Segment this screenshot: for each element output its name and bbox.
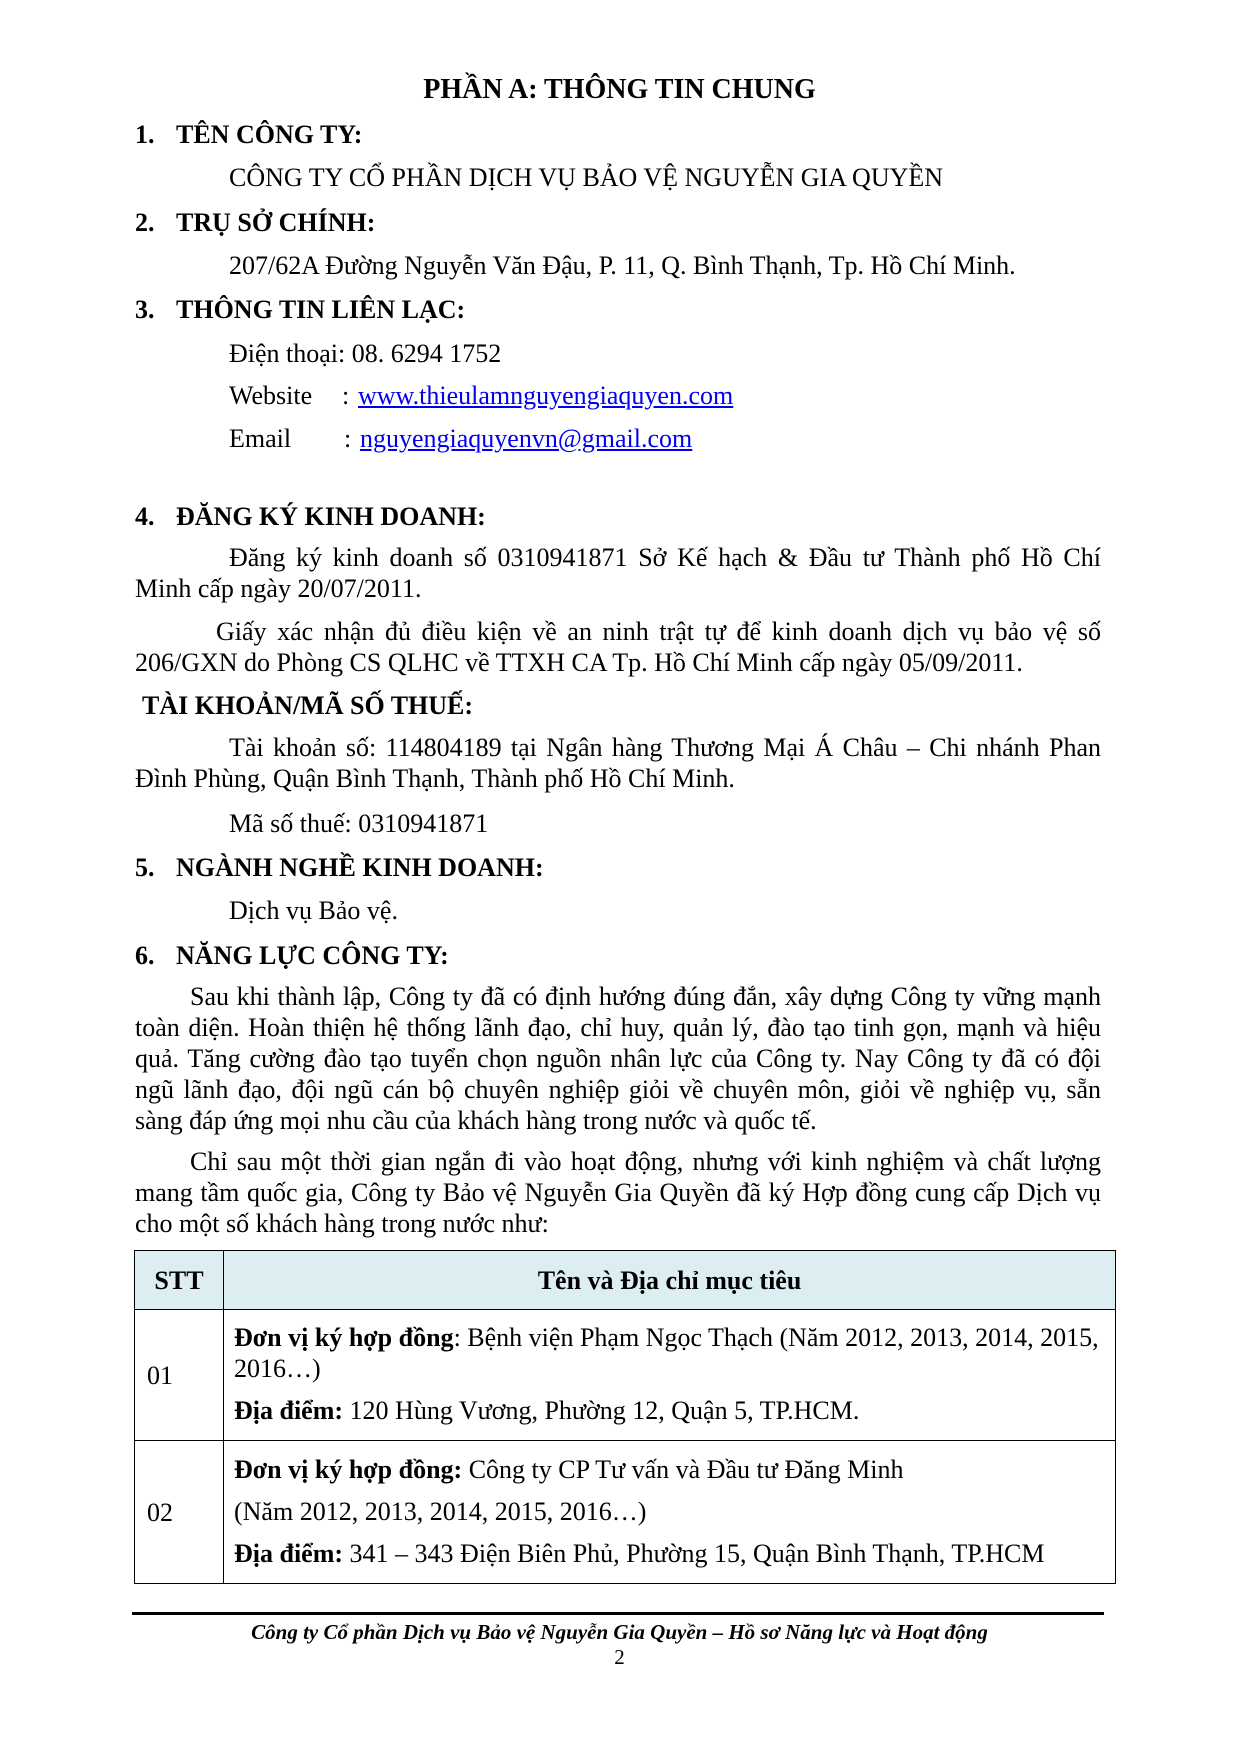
bank-account-paragraph: Tài khoản số: 114804189 tại Ngân hàng Thương Mại Á Châu – Chi nhánh Phan Đình Phùng, Quận Bình Thạnh, Thành phố Hồ Chí Minh. [135,733,1101,793]
row-description [224,1310,1116,1441]
head-office-address: 207/62A Đường Nguyễn Văn Đậu, P. 11, Q. Bình Thạnh, Tp. Hồ Chí Minh. [229,251,1016,280]
website-separator: : [342,381,350,410]
row-stt: 02 [135,1441,224,1584]
security-permit-paragraph: Giấy xác nhận đủ điều kiện về an ninh trật tự để kinh doanh dịch vụ bảo vệ số 206/GXN do Phòng CS QLHC về TTXH CA Tp. Hồ Chí Minh cấp ngày 05/09/2011. [135,617,1101,677]
contract-label: Đơn vị ký hợp đồng: [234,1454,463,1484]
footer-text: Công ty Cổ phần Dịch vụ Bảo vệ Nguyễn Gia Quyền – Hồ sơ Năng lực và Hoạt động [251,1620,988,1644]
business-line: Dịch vụ Bảo vệ. [229,896,398,925]
table-header-row [135,1251,1116,1310]
contract-value: Công ty CP Tư vấn và Đầu tư Đăng Minh [462,1454,904,1484]
company-name: CÔNG TY CỔ PHẦN DỊCH VỤ BẢO VỆ NGUYỄN GIA QUYỀN [229,163,944,192]
website-link[interactable]: www.thieulamnguyengiaquyen.com [358,381,734,410]
part-title: PHẦN A: THÔNG TIN CHUNG [423,74,816,105]
email-link[interactable]: nguyengiaquyenvn@gmail.com [360,424,693,453]
client-targets-table [134,1250,1116,1584]
section-5-heading: NGÀNH NGHỀ KINH DOANH: [176,853,544,882]
row-description [224,1441,1116,1584]
section-4-number: 4. [135,502,155,531]
contract-years: (Năm 2012, 2013, 2014, 2015, 2016…) [234,1496,647,1526]
footer-divider [132,1612,1104,1615]
registration-paragraph: Đăng ký kinh doanh số 0310941871 Sở Kế hạch & Đầu tư Thành phố Hồ Chí Minh cấp ngày 20/07/2011. [135,543,1101,603]
header-stt: STT [135,1251,224,1310]
email-separator: : [344,424,352,453]
section-3-heading: THÔNG TIN LIÊN LẠC: [176,295,466,324]
section-6-number: 6. [135,941,155,970]
contract-value: Bệnh viện Phạm Ngọc Thạch (Năm 2012, 2013, 2014, 2015, 2016…) [234,1323,1099,1383]
email-label: Email [229,424,292,453]
section-1-heading: TÊN CÔNG TY: [176,120,363,149]
account-heading: TÀI KHOẢN/MÃ SỐ THUẾ: [142,691,474,720]
section-4-heading: ĐĂNG KÝ KINH DOANH: [176,502,486,531]
location-label: Địa điểm: [234,1538,344,1568]
row-stt: 01 [135,1310,224,1441]
contract-separator: : [453,1323,461,1352]
phone: Điện thoại: 08. 6294 1752 [229,339,502,368]
contract-label: Đơn vị ký hợp đồng [234,1323,454,1352]
section-3-number: 3. [135,295,155,324]
section-6-heading: NĂNG LỰC CÔNG TY: [176,941,449,970]
capability-paragraph-1: Sau khi thành lập, Công ty đã có định hướng đúng đắn, xây dựng Công ty vững mạnh toàn diện. Hoàn thiện hệ thống lãnh đạo, chỉ huy, quản lý, đào tạo tinh gọn, mạnh và hiệu quả. Tăng cường đào tạo tuyển chọn nguồn nhân lực của Công ty. Nay Công ty đã có đội ngũ lãnh đạo, đội ngũ cán bộ chuyên nghiệp giỏi về chuyên môn, giỏi về nghiệp vụ, sẵn sàng đáp ứng mọi nhu cầu của khách hàng trong nước và quốc tế. [135,982,1101,1135]
website-label: Website [229,381,313,410]
section-1-number: 1. [135,120,155,149]
location-value: 120 Hùng Vương, Phường 12, Quận 5, TP.HCM. [343,1396,860,1425]
header-target: Tên và Địa chỉ mục tiêu [224,1251,1116,1310]
table-row [135,1310,1116,1441]
table-row [135,1441,1116,1584]
capability-paragraph-2: Chỉ sau một thời gian ngắn đi vào hoạt động, nhưng với kinh nghiệm và chất lượng mang tầm quốc gia, Công ty Bảo vệ Nguyễn Gia Quyền đã ký Hợp đồng cung cấp Dịch vụ cho một số khách hàng trong nước như: [135,1147,1101,1238]
section-2-heading: TRỤ SỞ CHÍNH: [176,208,376,237]
location-label: Địa điểm: [234,1396,344,1425]
page-number: 2 [614,1645,625,1669]
section-5-number: 5. [135,853,155,882]
location-value: 341 – 343 Điện Biên Phủ, Phường 15, Quận Bình Thạnh, TP.HCM [343,1538,1045,1568]
tax-code: Mã số thuế: 0310941871 [229,809,489,838]
section-2-number: 2. [135,208,155,237]
